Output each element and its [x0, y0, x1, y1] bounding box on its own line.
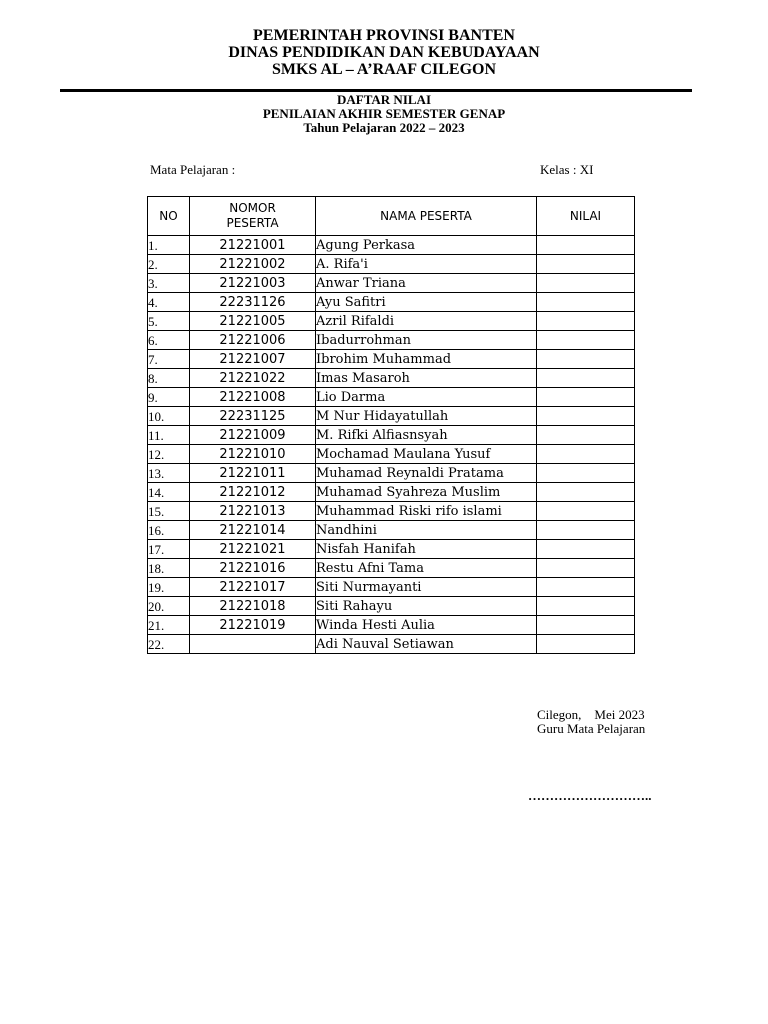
cell-no: 14.: [148, 483, 190, 502]
table-row: [148, 483, 635, 502]
cell-nomor-peserta: 21221019: [190, 616, 316, 635]
header-nilai: NILAI: [537, 197, 635, 236]
cell-nama-peserta: Lio Darma: [316, 388, 537, 407]
cell-nomor-peserta: 21221017: [190, 578, 316, 597]
cell-nama-peserta: Ayu Safitri: [316, 293, 537, 312]
cell-nama-peserta: Muhammad Riski rifo islami: [316, 502, 537, 521]
signature-place-date: Cilegon, Mei 2023: [537, 707, 645, 722]
cell-nomor-peserta: 22231126: [190, 293, 316, 312]
header-department: DINAS PENDIDIKAN DAN KEBUDAYAAN: [228, 44, 540, 61]
cell-no: 4.: [148, 293, 190, 312]
cell-nama-peserta: Nisfah Hanifah: [316, 540, 537, 559]
table-row: [148, 616, 635, 635]
cell-no: 11.: [148, 426, 190, 445]
cell-nomor-peserta: 21221009: [190, 426, 316, 445]
cell-nilai: [537, 502, 635, 521]
cell-nomor-peserta: 21221006: [190, 331, 316, 350]
cell-nilai: [537, 274, 635, 293]
signature-block: [537, 708, 645, 736]
table-header-row: [148, 197, 635, 236]
cell-no: 6.: [148, 331, 190, 350]
cell-nilai: [537, 312, 635, 331]
cell-nilai: [537, 350, 635, 369]
table-row: [148, 578, 635, 597]
cell-nomor-peserta: 21221013: [190, 502, 316, 521]
cell-nomor-peserta: 21221012: [190, 483, 316, 502]
cell-nomor-peserta: 21221003: [190, 274, 316, 293]
cell-no: 8.: [148, 369, 190, 388]
table-row: [148, 445, 635, 464]
cell-nilai: [537, 445, 635, 464]
cell-nilai: [537, 559, 635, 578]
cell-nama-peserta: M Nur Hidayatullah: [316, 407, 537, 426]
cell-no: 5.: [148, 312, 190, 331]
cell-nama-peserta: Restu Afni Tama: [316, 559, 537, 578]
title-academic-year: Tahun Pelajaran 2022 – 2023: [303, 120, 465, 135]
cell-nilai: [537, 578, 635, 597]
cell-nilai: [537, 388, 635, 407]
header-nomor-line1: NOMOR: [229, 201, 276, 215]
table-row: [148, 350, 635, 369]
signature-role: Guru Mata Pelajaran: [537, 721, 646, 736]
cell-no: 7.: [148, 350, 190, 369]
table-row: [148, 464, 635, 483]
cell-no: 20.: [148, 597, 190, 616]
title-assessment: PENILAIAN AKHIR SEMESTER GENAP: [262, 106, 506, 121]
header-nama-peserta: NAMA PESERTA: [316, 197, 537, 236]
document-title: [0, 93, 768, 135]
cell-nama-peserta: Azril Rifaldi: [316, 312, 537, 331]
table-row: [148, 255, 635, 274]
cell-nilai: [537, 540, 635, 559]
subject-label: Mata Pelajaran :: [150, 162, 236, 177]
header-nomor-line2: PESERTA: [226, 216, 279, 230]
cell-nomor-peserta: 21221008: [190, 388, 316, 407]
cell-nama-peserta: Siti Nurmayanti: [316, 578, 537, 597]
cell-no: 3.: [148, 274, 190, 293]
cell-nama-peserta: Muhamad Reynaldi Pratama: [316, 464, 537, 483]
table-row: [148, 236, 635, 255]
cell-nomor-peserta: 21221002: [190, 255, 316, 274]
cell-nama-peserta: Nandhini: [316, 521, 537, 540]
cell-nilai: [537, 236, 635, 255]
cell-no: 18.: [148, 559, 190, 578]
cell-nomor-peserta: 21221007: [190, 350, 316, 369]
table-row: [148, 426, 635, 445]
cell-nama-peserta: Ibrohim Muhammad: [316, 350, 537, 369]
cell-nama-peserta: Anwar Triana: [316, 274, 537, 293]
cell-no: 13.: [148, 464, 190, 483]
cell-no: 22.: [148, 635, 190, 654]
cell-nama-peserta: Muhamad Syahreza Muslim: [316, 483, 537, 502]
cell-nilai: [537, 635, 635, 654]
table-row: [148, 521, 635, 540]
cell-no: 21.: [148, 616, 190, 635]
cell-nilai: [537, 426, 635, 445]
table-row: [148, 274, 635, 293]
header-nomor-peserta: [190, 197, 316, 236]
cell-nama-peserta: Adi Nauval Setiawan: [316, 635, 537, 654]
table-row: [148, 331, 635, 350]
title-daftar-nilai: DAFTAR NILAI: [336, 92, 431, 107]
cell-nilai: [537, 521, 635, 540]
cell-nomor-peserta: 22231125: [190, 407, 316, 426]
table-row: [148, 293, 635, 312]
cell-nilai: [537, 464, 635, 483]
cell-nomor-peserta: 21221021: [190, 540, 316, 559]
cell-nama-peserta: Siti Rahayu: [316, 597, 537, 616]
table-row: [148, 597, 635, 616]
cell-nomor-peserta: 21221016: [190, 559, 316, 578]
table-row: [148, 388, 635, 407]
cell-nomor-peserta: 21221011: [190, 464, 316, 483]
cell-no: 9.: [148, 388, 190, 407]
cell-nilai: [537, 483, 635, 502]
cell-nama-peserta: A. Rifa'i: [316, 255, 537, 274]
grades-table: [147, 196, 635, 654]
class-label: Kelas : XI: [540, 162, 594, 177]
cell-no: 19.: [148, 578, 190, 597]
cell-nilai: [537, 597, 635, 616]
table-row: [148, 312, 635, 331]
cell-nomor-peserta: 21221001: [190, 236, 316, 255]
cell-nomor-peserta: 21221018: [190, 597, 316, 616]
cell-nilai: [537, 407, 635, 426]
cell-no: 17.: [148, 540, 190, 559]
cell-nilai: [537, 255, 635, 274]
cell-nomor-peserta: 21221022: [190, 369, 316, 388]
cell-nilai: [537, 369, 635, 388]
cell-nilai: [537, 293, 635, 312]
cell-no: 2.: [148, 255, 190, 274]
cell-no: 10.: [148, 407, 190, 426]
cell-nilai: [537, 616, 635, 635]
cell-nama-peserta: M. Rifki Alfiasnsyah: [316, 426, 537, 445]
header-no: NO: [148, 197, 190, 236]
cell-no: 15.: [148, 502, 190, 521]
cell-nomor-peserta: [190, 635, 316, 654]
cell-no: 16.: [148, 521, 190, 540]
cell-nilai: [537, 331, 635, 350]
signature-line: ………………………..: [528, 788, 652, 803]
table-row: [148, 369, 635, 388]
school-header: [0, 27, 768, 78]
cell-no: 1.: [148, 236, 190, 255]
table-row: [148, 502, 635, 521]
cell-nama-peserta: Mochamad Maulana Yusuf: [316, 445, 537, 464]
cell-nama-peserta: Imas Masaroh: [316, 369, 537, 388]
cell-nama-peserta: Ibadurrohman: [316, 331, 537, 350]
cell-nomor-peserta: 21221014: [190, 521, 316, 540]
table-row: [148, 407, 635, 426]
table-row: [148, 559, 635, 578]
table-row: [148, 635, 635, 654]
cell-no: 12.: [148, 445, 190, 464]
table-row: [148, 540, 635, 559]
cell-nomor-peserta: 21221005: [190, 312, 316, 331]
cell-nama-peserta: Agung Perkasa: [316, 236, 537, 255]
cell-nomor-peserta: 21221010: [190, 445, 316, 464]
header-school: SMKS AL – A’RAAF CILEGON: [271, 61, 497, 78]
header-province: PEMERINTAH PROVINSI BANTEN: [253, 27, 515, 44]
cell-nama-peserta: Winda Hesti Aulia: [316, 616, 537, 635]
